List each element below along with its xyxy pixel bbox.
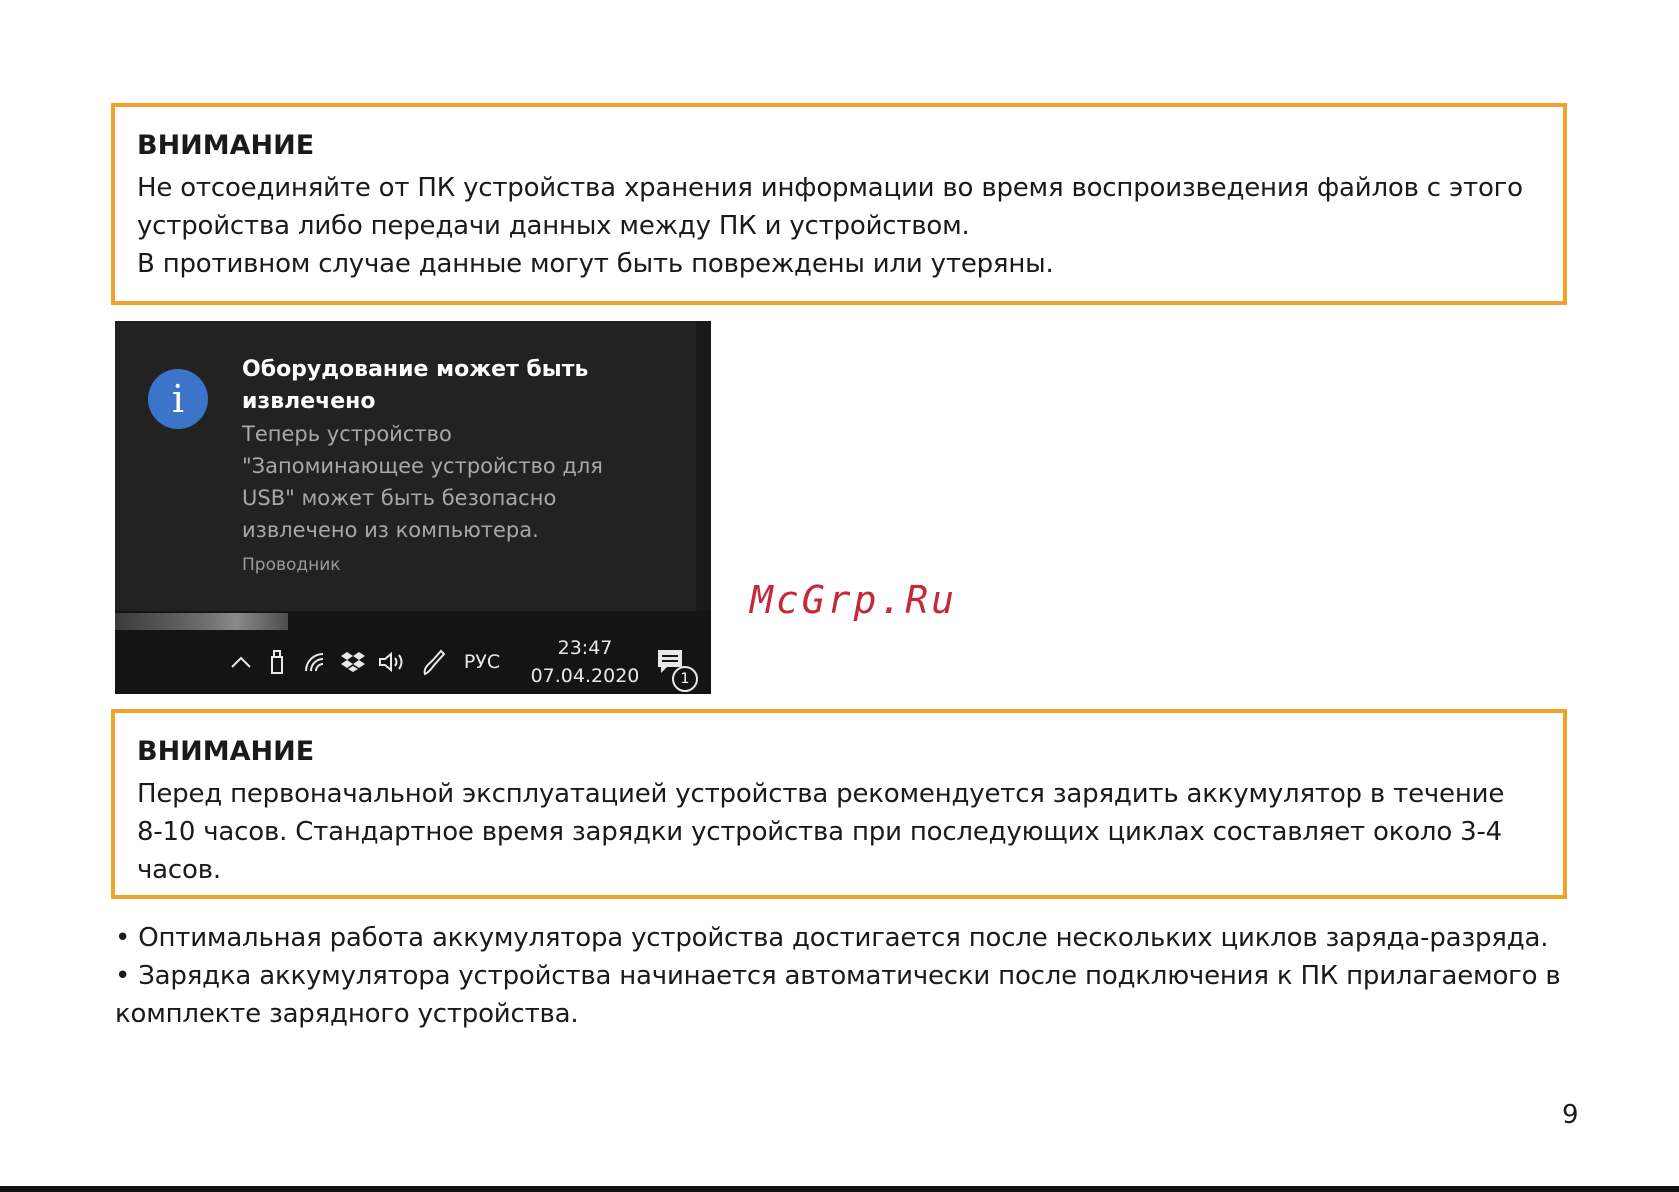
toast-screenshot [115,321,711,694]
warning-line: устройства либо передачи данных между ПК и устройством. [137,211,970,241]
warning-line: 8-10 часов. Стандартное время зарядки устройства при последующих циклах составляет около 3-4 [137,817,1502,847]
pen-icon[interactable] [419,630,449,694]
wifi-icon[interactable] [301,630,329,694]
warning-title: ВНИМАНИЕ [137,736,315,767]
notification-badge: 1 [672,666,698,692]
taskbar [115,630,711,694]
usb-drive-icon[interactable] [265,630,289,694]
clock-date: 07.04.2020 [530,665,640,687]
toast-body-line: USB" может быть безопасно [242,486,557,510]
toast-source: Проводник [242,555,341,575]
warning-box-bottom [111,709,1567,899]
bullet-list [115,919,1595,1033]
toast-title [242,354,642,418]
warning-line: Не отсоединяйте от ПК устройства хранения информации во время воспроизведения файлов с этого [137,173,1523,203]
toast-body-line: Теперь устройство [242,422,452,446]
info-icon: i [148,369,208,429]
warning-line: часов. [137,855,221,885]
dropbox-icon[interactable] [339,630,367,694]
taskbar-clock[interactable] [530,634,640,690]
warning-line: В противном случае данные могут быть повреждены или утеряны. [137,249,1054,279]
chevron-up-icon[interactable] [227,630,255,694]
watermark: McGrp.Ru [750,578,958,622]
toast-edge [696,321,711,611]
toast-title-line: Оборудование может быть [242,357,589,382]
toast-notification[interactable] [115,321,696,611]
bullet-item: • Оптимальная работа аккумулятора устройства достигается после нескольких циклов заряда-разряда. [115,923,1549,953]
desktop-wallpaper [115,613,288,630]
toast-body-line: извлечено из компьютера. [242,518,539,542]
toast-body [242,418,682,546]
bullet-item-continuation: комплекте зарядного устройства. [115,999,579,1029]
bullet-item: • Зарядка аккумулятора устройства начинается автоматически после подключения к ПК прилагаемого в [115,961,1561,991]
page-number: 9 [1562,1100,1579,1130]
language-indicator[interactable]: РУС [463,651,501,673]
warning-title: ВНИМАНИЕ [137,130,315,161]
warning-box-top [111,103,1567,305]
clock-time: 23:47 [557,637,613,659]
volume-icon[interactable] [377,630,407,694]
warning-line: Перед первоначальной эксплуатацией устройства рекомендуется зарядить аккумулятор в течение [137,779,1505,809]
bottom-rule [0,1186,1679,1192]
toast-title-line: извлечено [242,389,376,414]
toast-body-line: "Запоминающее устройство для [242,454,603,478]
